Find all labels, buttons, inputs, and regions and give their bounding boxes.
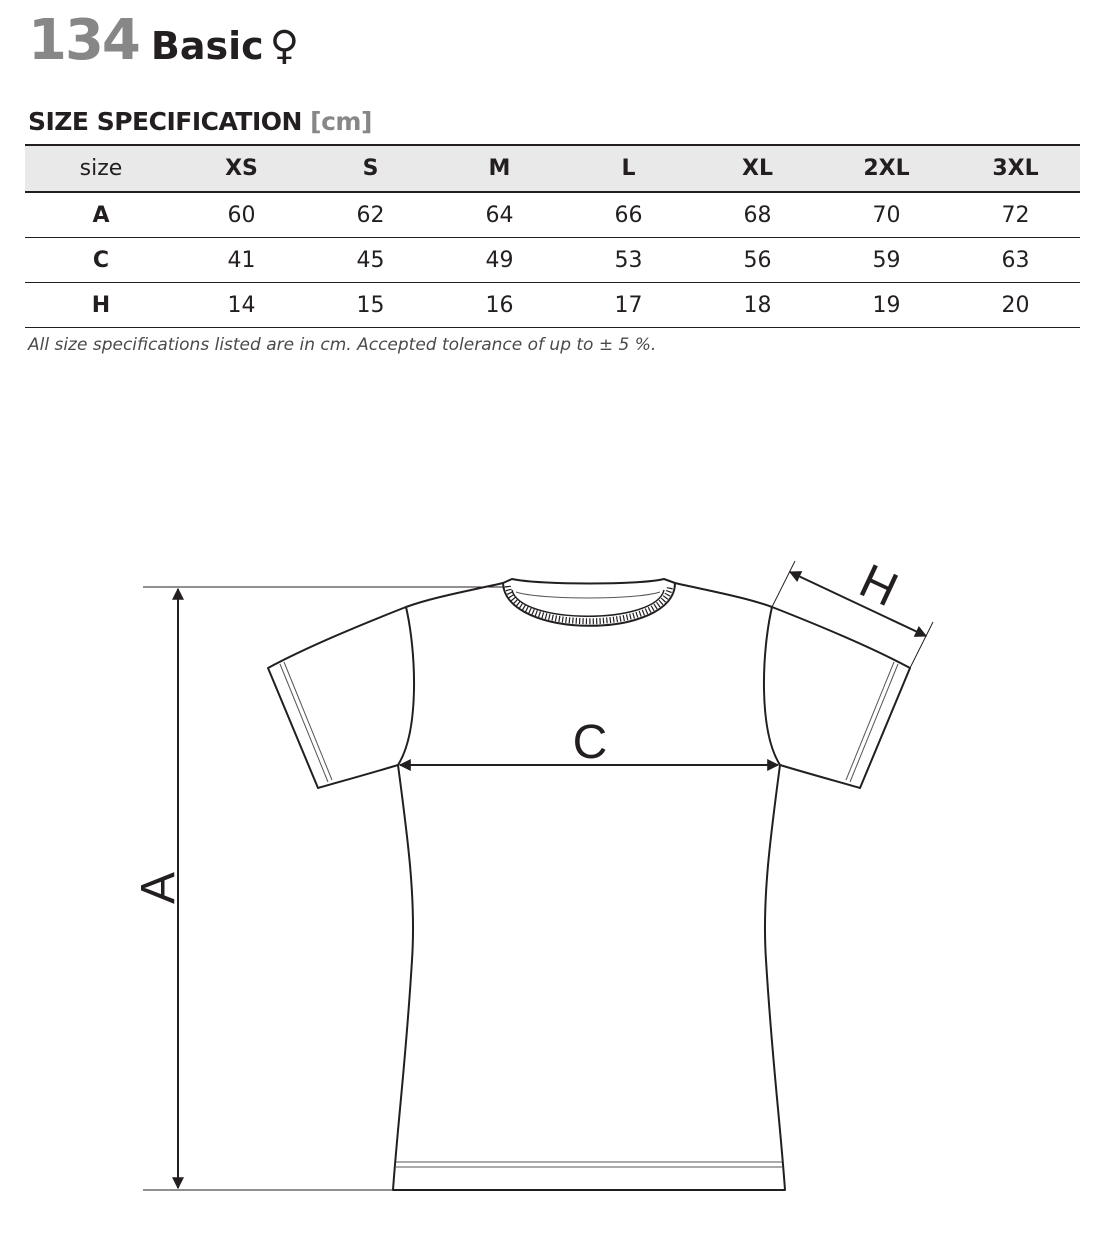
table-header-size: 3XL	[951, 145, 1080, 192]
table-cell: 16	[435, 283, 564, 328]
table-cell: 72	[951, 192, 1080, 238]
neck-collar	[503, 583, 675, 626]
table-cell: 49	[435, 238, 564, 283]
table-header-size: L	[564, 145, 693, 192]
section-unit: [cm]	[310, 107, 372, 136]
label-a: A	[132, 871, 185, 905]
table-header-size: 2XL	[822, 145, 951, 192]
measure-h	[772, 555, 933, 668]
table-cell: 20	[951, 283, 1080, 328]
table-cell: 53	[564, 238, 693, 283]
product-name: Basic	[150, 24, 264, 68]
product-code: 134	[28, 8, 139, 73]
table-cell: 14	[177, 283, 306, 328]
measure-a	[132, 587, 505, 1190]
table-cell: 60	[177, 192, 306, 238]
table-cell: 66	[564, 192, 693, 238]
table-cell: 15	[306, 283, 435, 328]
left-sleeve	[268, 607, 406, 788]
table-cell: 56	[693, 238, 822, 283]
table-header-size: S	[306, 145, 435, 192]
table-cell: 62	[306, 192, 435, 238]
section-title-text: SIZE SPECIFICATION	[28, 107, 302, 136]
tolerance-note: All size specifications listed are in cm. Accepted tolerance of up to ± 5 %.	[28, 335, 657, 355]
measure-c	[400, 716, 778, 769]
table-header-size: XL	[693, 145, 822, 192]
table-cell: 45	[306, 238, 435, 283]
table-cell: 70	[822, 192, 951, 238]
label-h: H	[851, 554, 906, 618]
right-sleeve	[772, 607, 910, 788]
table-cell: 19	[822, 283, 951, 328]
table-header-size: M	[435, 145, 564, 192]
table-cell: 59	[822, 238, 951, 283]
table-cell: 64	[435, 192, 564, 238]
table-cell: 18	[693, 283, 822, 328]
tshirt-body	[393, 579, 785, 1190]
hem-stitching	[396, 1162, 782, 1167]
tshirt-outline	[268, 579, 910, 1190]
female-symbol-icon: ♀	[269, 23, 299, 69]
row-label-a: A	[25, 192, 177, 238]
table-header-size: XS	[177, 145, 306, 192]
table-cell: 68	[693, 192, 822, 238]
row-label-c: C	[25, 238, 177, 283]
label-c: C	[572, 716, 608, 769]
table-header-size-label: size	[25, 145, 177, 192]
table-cell: 17	[564, 283, 693, 328]
row-label-h: H	[25, 283, 177, 328]
table-cell: 63	[951, 238, 1080, 283]
table-cell: 41	[177, 238, 306, 283]
